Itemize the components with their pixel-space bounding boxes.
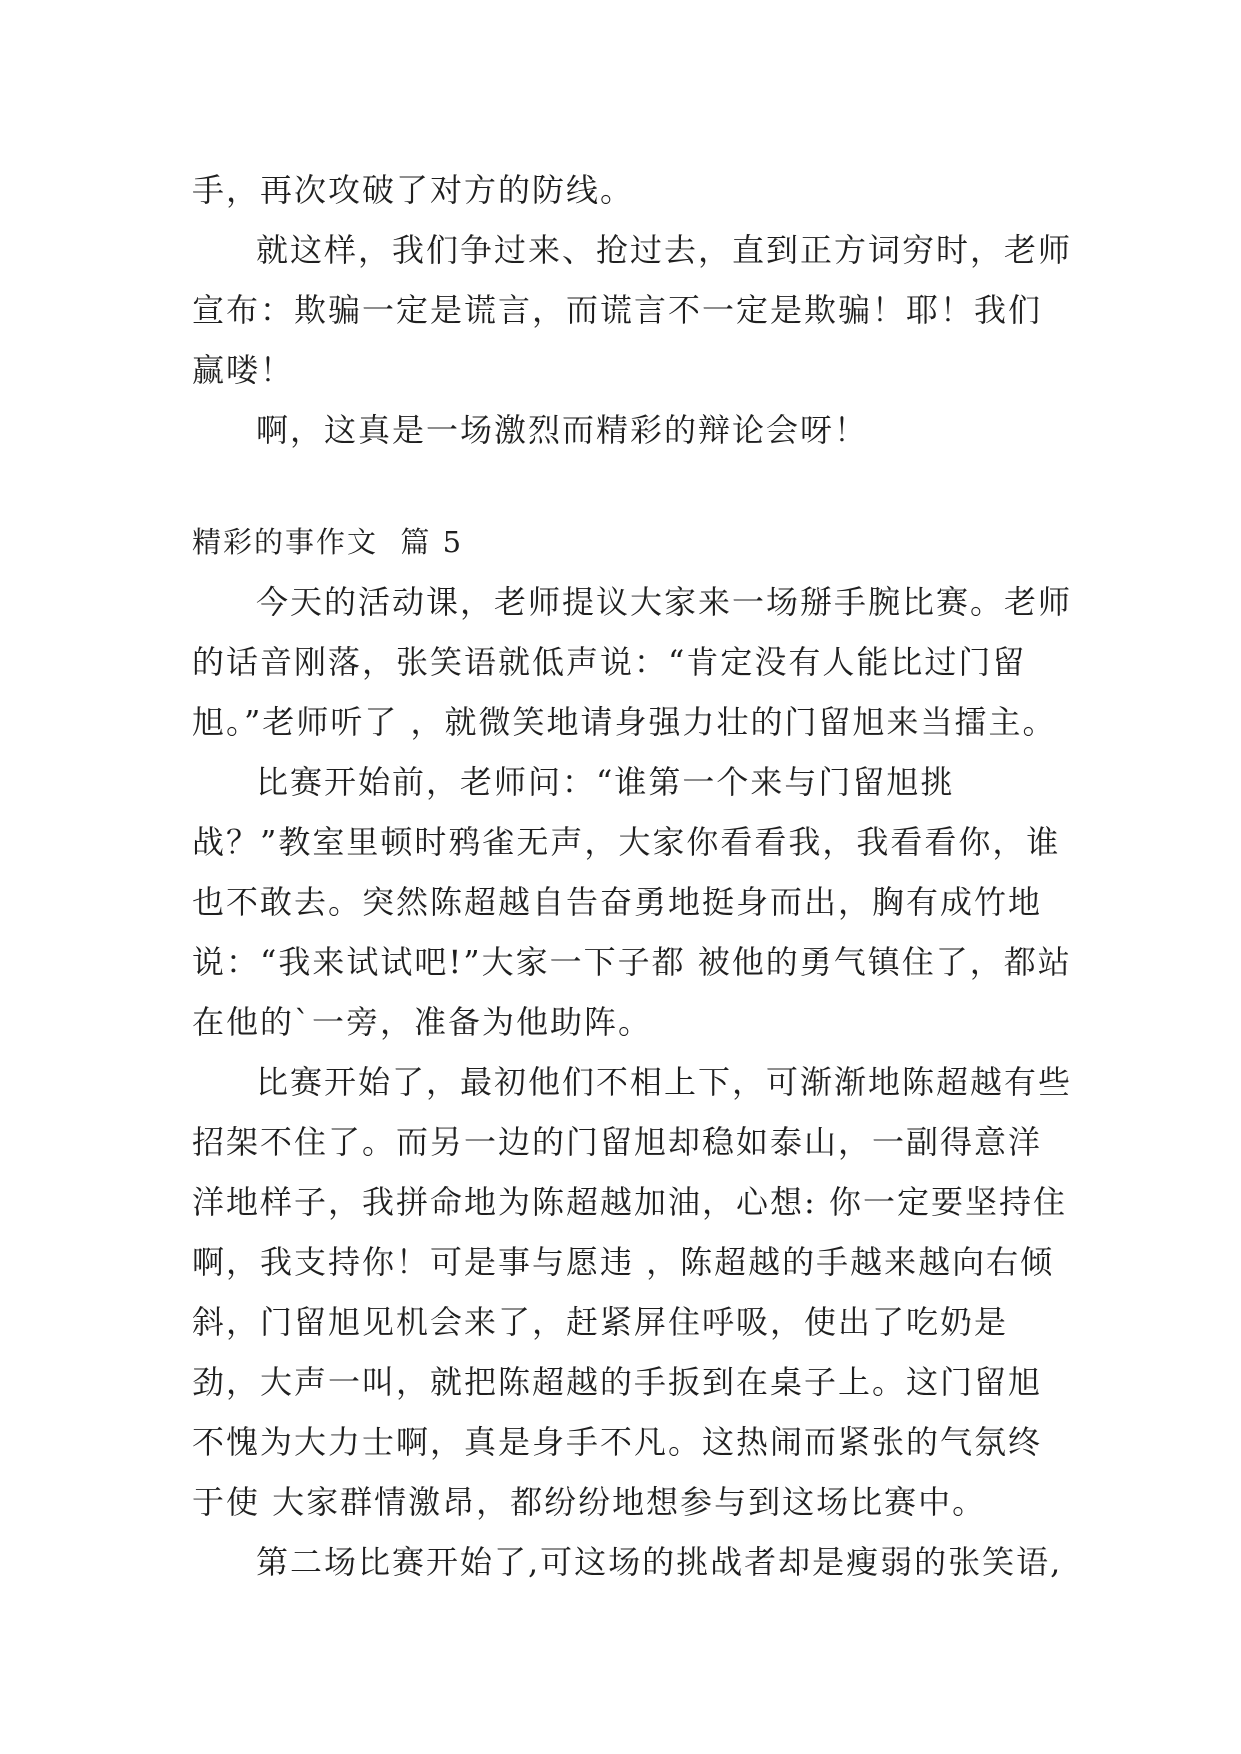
paragraph: 啊，这真是一场激烈而精彩的辩论会呀！: [256, 411, 869, 449]
paragraph: 比赛开始前，老师问：“谁第一个来与门留旭挑战？”教室里顿时鸦雀无声，大家你看看我，我看看你，谁也不敢去。突然陈超越自告奋勇地挺身而出，胸有成竹地说：“我来试试吧!”大家一下子都 被他的勇气镇住了，都站在他的`一旁，准备为他助阵。: [192, 763, 1072, 1041]
section-heading: 精彩的事作文 篇 5: [192, 525, 464, 559]
paragraph: 第二场比赛开始了,可这场的挑战者却是瘦弱的张笑语,: [256, 1543, 1063, 1581]
paragraph: 比赛开始了，最初他们不相上下，可渐渐地陈超越有些招架不住了。而另一边的门留旭却稳如泰山，一副得意洋洋地样子，我拼命地为陈超越加油，心想: 你一定要坚持住啊，我支持你！可是事与愿违 ，陈超越的手越来越向右倾斜，门留旭见机会来了，赶紧屏住呼吸，使出了吃奶是劲，大声一叫，就把陈超越的手扳到在桌子上。这门留旭不愧为大力士啊，真是身手不凡。这热闹而紧张的气氛终于使 大家群情激昂，都纷纷地想参与到这场比赛中。: [192, 1063, 1073, 1521]
paragraph: 就这样，我们争过来、抢过去，直到正方词穷时，老师宣布：欺骗一定是谎言，而谎言不一定是欺骗！耶！我们赢喽！: [192, 231, 1073, 389]
paragraph-continuation: 手，再次攻破了对方的防线。: [192, 171, 635, 209]
paragraph: 今天的活动课，老师提议大家来一场掰手腕比赛。老师的话音刚落，张笑语就低声说：“肯定没有人能比过门留旭。”老师听了 ，就微笑地请身强力壮的门留旭来当擂主。: [192, 583, 1073, 741]
article-body: [192, 160, 1072, 1592]
